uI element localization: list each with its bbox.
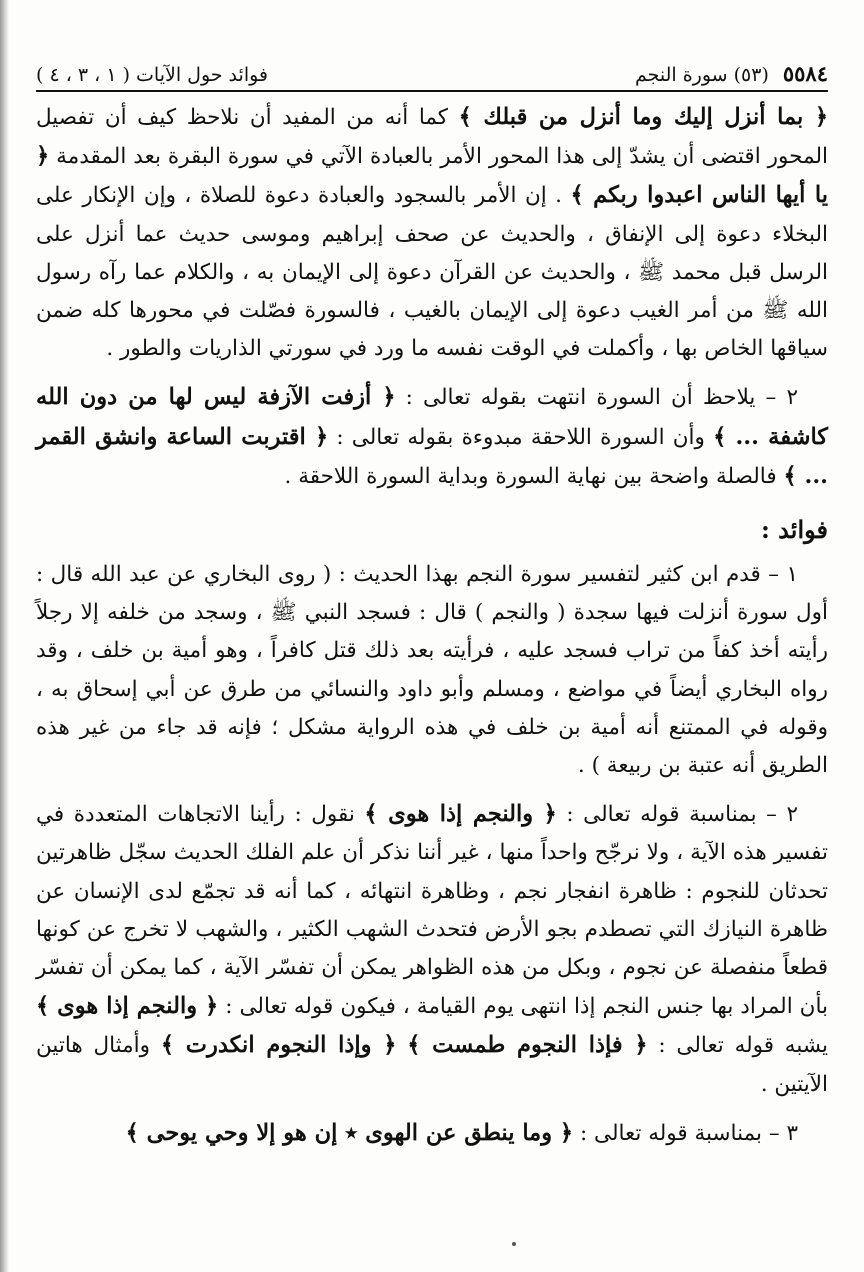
paragraph-text: فالصلة واضحة بين نهاية السورة وبداية السورة اللاحقة . <box>284 463 784 489</box>
benefit-2 <box>36 795 828 1104</box>
page-number: ٥٥٨٤ <box>782 61 828 86</box>
header-divider <box>36 90 828 92</box>
paragraph-text: وأمثال هاتين الآيتين . <box>36 1033 828 1097</box>
quran-verse: ﴿ فإذا النجوم طمست ﴾ <box>407 1032 648 1059</box>
paragraph-text: نقول : رأينا الاتجاهات المتعددة في تفسير هذه الآية ، ولا نرجّح واحداً منها ، غير أننا نذكر أن علم الفلك الحديث سجّل ظاهرتين تحدثان للنجوم : ظاهرة انفجار نجم ، وظاهرة انتهائه ، كما أنه قد تجمّع لدى الإنسان عن ظاهرة النيازك التي تصطدم بجو الأرض فتحدث الشهب الكثير ، والشهب لا تخرج عن كونها قطعاً منفصلة عن نجوم ، وبكل من هذه الظواهر يمكن أن تفسّر الآية ، كما يمكن أن تفسّر بأن المراد بها جنس النجم إذا انتهى يوم القيامة ، فيكون قوله تعالى : <box>36 802 828 1020</box>
paragraph-text: كما أنه من المفيد أن نلاحظ كيف أن تفصيل المحور اقتضى أن يشدّ إلى هذا المحور الأمر بالعبادة الآتي في سورة البقرة بعد المقدمة <box>36 105 828 170</box>
paragraph-text: يشبه قوله تعالى : <box>647 1033 828 1059</box>
paragraph-text: ٢ – يلاحظ أن السورة انتهت بقوله تعالى : <box>395 385 798 411</box>
quran-verse: ﴿ وما ينطق عن الهوى ٭ إن هو إلا وحي يوحى ﴾ <box>125 1119 574 1146</box>
quran-verse: ﴿ وإذا النجوم انكدرت ﴾ <box>160 1032 397 1059</box>
running-header <box>36 52 828 86</box>
benefit-3 <box>36 1114 828 1153</box>
quran-verse: ﴿ يا أيها الناس اعبدوا ربكم ﴾ <box>36 143 828 209</box>
page-binding-shadow <box>0 0 9 1272</box>
quran-verse: ﴿ اقتربت الساعة وانشق القمر ... ﴾ <box>36 423 828 489</box>
paragraph-text: ١ – قدم ابن كثير لتفسير سورة النجم بهذا الحديث : ( روى البخاري عن عبد الله قال : أول سورة أنزلت فيها سجدة ( والنجم ) قال : فسجد النبي ﷺ ، وسجد من خلفه إلا رجلاً رأيته أخذ كفاً من تراب فسجد عليه ، فرأيته بعد ذلك قتل كافراً ، وهو أمية بن خلف ، وقد رواه البخاري أيضاً في مواضع ، ومسلم وأبو داود والنسائي من طرق عن أبي إسحاق به ، وقوله في الممتنع أنه أمية بن خلف في هذه الرواية مشكل ؛ فإنه قد جاء من غير هذه الطريق أنه عتبة بن ربيعة ) . <box>36 562 828 779</box>
quran-verse: ﴿ أزفت الآزفة ليس لها من دون الله كاشفة ... ﴾ <box>36 384 829 450</box>
benefit-1 <box>36 556 828 785</box>
main-text <box>36 98 828 1153</box>
paragraph-text: ٢ – بمناسبة قوله تعالى : <box>556 802 798 828</box>
paragraph-text: . إن الأمر بالسجود والعبادة دعوة للصلاة ، وإن الإنكار على البخلاء دعوة إلى الإنفاق ، والحديث عن صحف إبراهيم وموسى حديث عما أنزل على الرسل قبل محمد ﷺ ، والحديث عن القرآن دعوة إلى الإيمان به ، والكلام عما رآه رسول الله ﷺ من أمر الغيب دعوة إلى الإيمان بالغيب ، فالسورة فصّلت في محورها كله ضمن سياقها الخاص بها ، وأكملت في الوقت نفسه ما ورد في سورتي الذاريات والطور . <box>36 183 828 362</box>
benefits-heading: فوائد : <box>760 515 828 545</box>
paragraph-continuation <box>36 98 828 368</box>
paragraph-point-2 <box>36 378 828 496</box>
paragraph-text <box>396 1033 407 1058</box>
paragraph-text: وأن السورة اللاحقة مبدوءة بقوله تعالى : <box>328 424 714 450</box>
paragraph-text: ٣ – بمناسبة قوله تعالى : <box>573 1120 798 1146</box>
surah-title: (٥٣) سورة النجم <box>634 64 769 86</box>
quran-verse: ﴿ بما أنزل إليك وما أنزل من قبلك ﴾ <box>458 104 828 130</box>
header-right-group <box>635 61 828 86</box>
quran-verse: ﴿ والنجم إذا هوى ﴾ <box>36 993 219 1020</box>
section-heading: فوائد حول الآيات ( ١ ، ٣ ، ٤ ) <box>36 64 268 86</box>
quran-verse: ﴿ والنجم إذا هوى ﴾ <box>364 801 557 828</box>
footer-dot <box>512 1242 516 1246</box>
